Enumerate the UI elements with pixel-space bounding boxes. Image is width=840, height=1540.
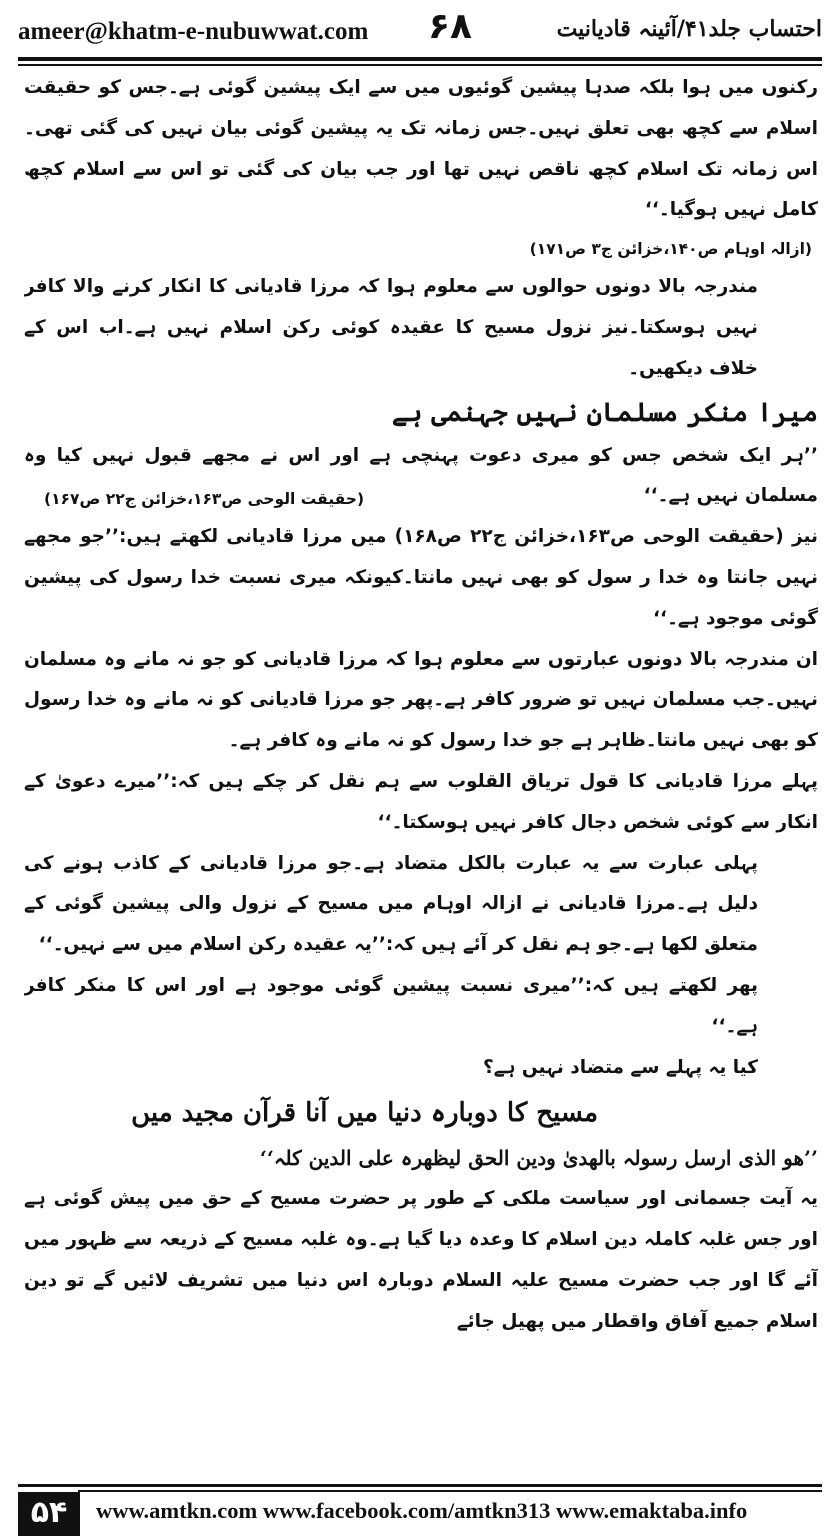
- footer-website-links: www.amtkn.com www.facebook.com/amtkn313 www.emaktaba.info: [96, 1498, 748, 1523]
- paragraph-5: ان مندرجہ بالا دونوں عبارتوں سے معلوم ہوا کہ مرزا قادیانی کو جو نہ مانے وہ مسلمان نہیں۔جب مسلمان نہیں تو ضرور کافر ہے۔پھر جو مرزا قادیانی کو نہ مانے وہ خدا رسول کو بھی نہیں مانتا۔ظاہر ہے جو خدا رسول کو نہ مانے وہ کافر ہے۔: [24, 648, 818, 752]
- paragraph-1: رکنوں میں ہوا بلکہ صدہا پیشین گوئیوں میں سے ایک پیشین گوئی ہے۔جس کو حقیقت اسلام سے کچھ بھی تعلق نہیں۔جس زمانہ تک یہ پیشین گوئی بیان نہیں کی گئی تھی۔اس زمانہ تک اسلام کچھ ناقص نہیں تھا اور جب بیان کی گئی تو اس سے اسلام کچھ کامل نہیں ہوگیا۔‘‘: [24, 77, 818, 221]
- section-heading-2: مسیح کا دوبارہ دنیا میں آنا قرآن مجید میں: [131, 1098, 598, 1129]
- header-rule-thin: [18, 64, 822, 66]
- footer-rule-thick: [18, 1484, 822, 1487]
- section-heading-1: میرا منکر مسلمان نہیں جہنمی ہے: [391, 397, 818, 428]
- header-rule-thick: [18, 57, 822, 61]
- paragraph-8: پھر لکھتے ہیں کہ:’’میری نسبت پیشین گوئی موجود ہے اور اس کا منکر کافر ہے۔‘‘: [24, 974, 758, 1037]
- quran-verse: ’’ھو الذی ارسل رسولہ بالھدیٰ ودین الحق لیظھرہ علی الدین کلہ‘‘: [259, 1146, 818, 1171]
- header-book-title: احتساب جلد۴۱/آئینہ قادیانیت: [556, 16, 822, 42]
- paragraph-2: مندرجہ بالا دونوں حوالوں سے معلوم ہوا کہ مرزا قادیانی کا انکار کرنے والا کافر نہیں ہوسکتا۔نیز نزول مسیح کا عقیدہ کوئی رکن اسلام نہیں ہے۔اب اس کے خلاف دیکھیں۔: [24, 276, 758, 379]
- paragraph-3: ’’ہر ایک شخص جس کو میری دعوت پہنچی ہے اور اس نے مجھے قبول نہیں کیا وہ مسلمان نہیں ہے۔‘‘: [24, 444, 818, 507]
- reference-1: (ازالہ اوہام ص۱۴۰،خزائن ج۳ ص۱۷۱): [529, 240, 812, 259]
- paragraph-4: نیز (حقیقت الوحی ص۱۶۳،خزائن ج۲۲ ص۱۶۸) میں مرزا قادیانی لکھتے ہیں:’’جو مجھے نہیں جانتا وہ خدا ر سول کو بھی نہیں مانتا۔کیونکہ میری نسبت خدا رسول کی پیشین گوئی موجود ہے۔‘‘: [24, 526, 818, 629]
- reference-2: (حقیقت الوحی ص۱۶۳،خزائن ج۲۲ ص۱۶۷): [44, 490, 365, 509]
- paragraph-9: کیا یہ پہلے سے متضاد نہیں ہے؟: [483, 1056, 758, 1078]
- paragraph-10: یہ آیت جسمانی اور سیاست ملکی کے طور پر حضرت مسیح کے حق میں پیش گوئی ہے اور جس غلبہ کاملہ دین اسلام کا وعدہ دیا گیا ہے۔وہ غلبہ مسیح کے ذریعہ سے ظہور میں آئے گا اور جب حضرت مسیح علیہ السلام دوبارہ اس دنیا میں تشریف لائیں گے تو دین اسلام جمیع آفاق واقطار میں پھیل جائے: [24, 1188, 818, 1332]
- page-header: [18, 6, 822, 56]
- paragraph-7: پہلی عبارت سے یہ عبارت بالکل متضاد ہے۔جو مرزا قادیانی کے کاذب ہونے کی دلیل ہے۔مرزا قادیانی نے ازالہ اوہام میں مسیح کے نزول والی پیشین گوئی کے متعلق لکھا ہے۔جو ہم نقل کر آئے ہیں کہ:’’یہ عقیدہ رکن اسلام میں سے نہیں۔‘‘: [24, 852, 758, 956]
- paragraph-6: پہلے مرزا قادیانی کا قول تریاق القلوب سے ہم نقل کر چکے ہیں کہ:’’میرے دعویٰ کے انکار سے کوئی شخص دجال کافر نہیں ہوسکتا۔‘‘: [24, 770, 818, 833]
- footer-page-number: ۵۴: [18, 1492, 80, 1536]
- page-body: [24, 68, 818, 1474]
- header-email: ameer@khatm-e-nubuwwat.com: [18, 18, 369, 45]
- page-footer: [18, 1480, 822, 1540]
- footer-rule-thin: [78, 1490, 822, 1492]
- header-page-number: ۶۸: [428, 6, 472, 47]
